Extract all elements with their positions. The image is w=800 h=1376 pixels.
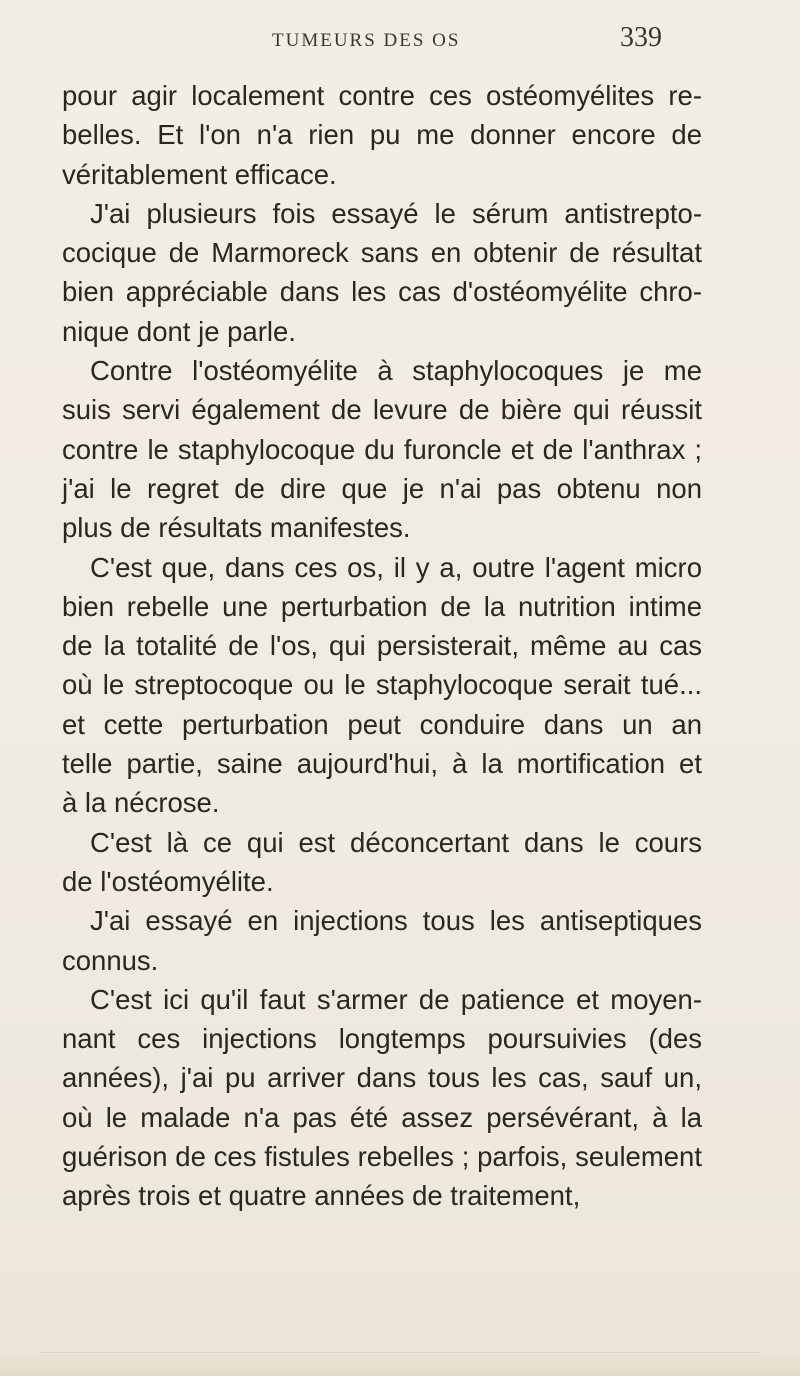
page-number: 339 — [620, 22, 662, 53]
text-line: telle partie, saine aujourd'hui, à la mortification et — [62, 748, 702, 780]
text-line: véritablement efficace. — [62, 158, 337, 190]
text-line: suis servi également de levure de bière qui réussit — [62, 394, 702, 426]
text-line: C'est ici qu'il faut s'armer de patience et moyen- — [90, 983, 702, 1015]
text-line: connus. — [62, 944, 159, 976]
text-line: C'est là ce qui est déconcertant dans le cours — [90, 826, 702, 858]
running-head — [0, 16, 800, 60]
text-line: Contre l'ostéomyélite à staphylocoques je me — [90, 355, 702, 387]
text-line: plus de résultats manifestes. — [62, 512, 411, 544]
text-line: cocique de Marmoreck sans en obtenir de résultat — [62, 237, 702, 269]
text-line: nique dont je parle. — [62, 315, 296, 347]
text-line: J'ai plusieurs fois essayé le sérum antistrepto- — [90, 197, 702, 229]
text-line: années), j'ai pu arriver dans tous les cas, sauf un, — [62, 1062, 702, 1094]
text-line: où le malade n'a pas été assez persévérant, à la — [62, 1101, 702, 1133]
text-line: contre le staphylocoque du furoncle et de l'anthrax ; — [62, 433, 702, 465]
text-line: bien rebelle une perturbation de la nutrition intime — [62, 590, 702, 622]
text-line: nant ces injections longtemps poursuivies (des — [62, 1023, 702, 1055]
text-line: et cette perturbation peut conduire dans un an — [62, 708, 702, 740]
text-line: J'ai essayé en injections tous les antiseptiques — [90, 905, 702, 937]
text-line: pour agir localement contre ces ostéomyélites re- — [62, 80, 702, 111]
text-line: guérison de ces fistules rebelles ; parfois, seulement — [62, 1141, 702, 1173]
running-title: TUMEURS DES OS — [272, 30, 461, 51]
text-line: C'est que, dans ces os, il y a, outre l'agent micro — [90, 551, 702, 583]
text-line: j'ai le regret de dire que je n'ai pas obtenu non — [62, 472, 702, 504]
text-line: de l'ostéomyélite. — [62, 865, 274, 897]
text-line: à la nécrose. — [62, 787, 220, 819]
page-bottom-edge — [0, 1346, 800, 1376]
text-line: après trois et quatre années de traitement, — [62, 1180, 581, 1212]
text-line: belles. Et l'on n'a rien pu me donner encore de — [62, 119, 702, 151]
body-text — [62, 76, 702, 1216]
text-line: bien appréciable dans les cas d'ostéomyélite chro- — [62, 276, 702, 308]
text-line: de la totalité de l'os, qui persisterait, même au cas — [62, 630, 702, 662]
text-line: où le streptocoque ou le staphylocoque serait tué... — [62, 669, 702, 701]
